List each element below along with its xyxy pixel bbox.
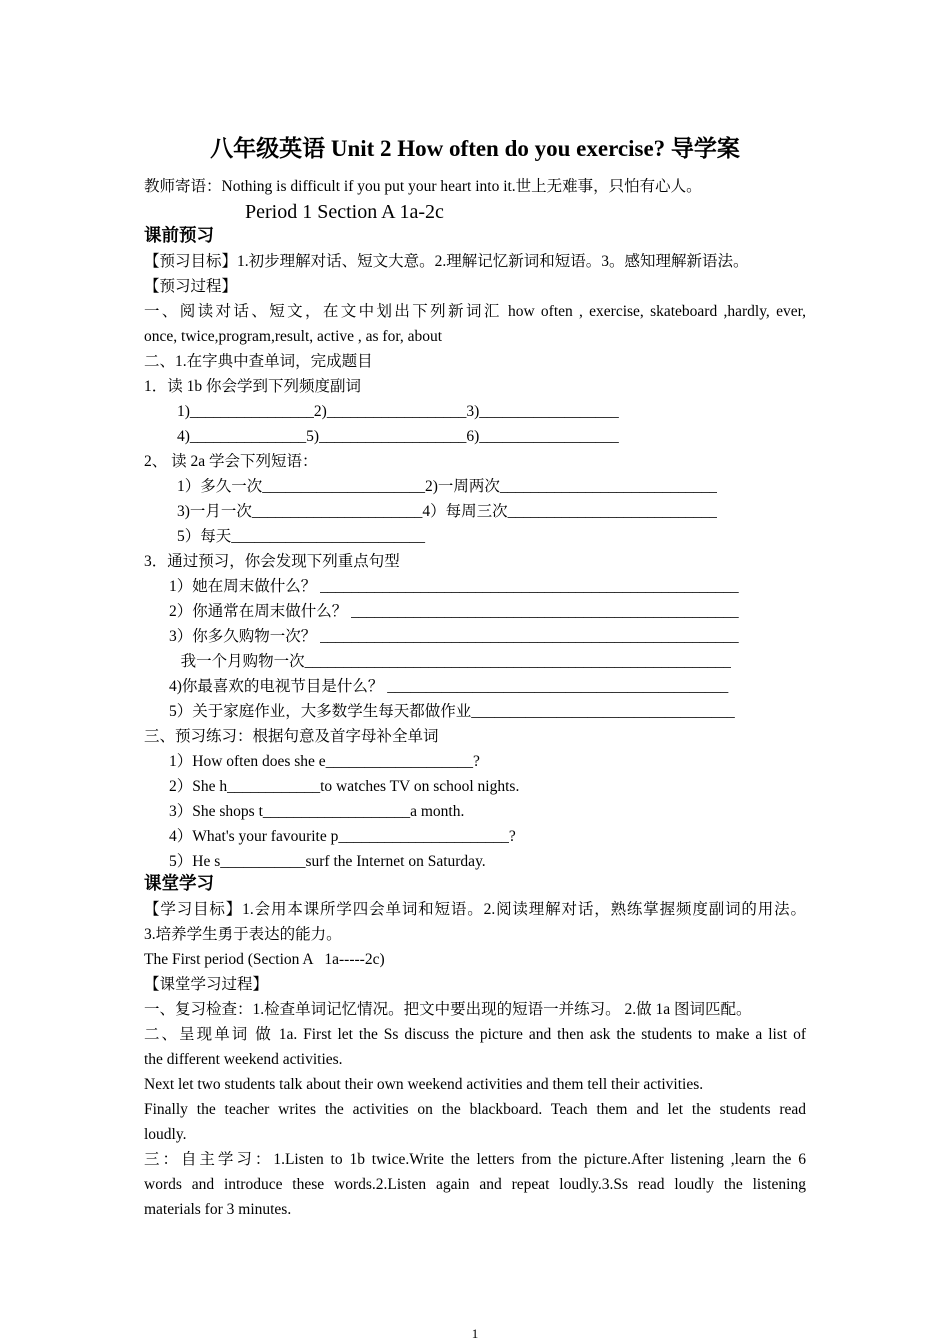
page-number: 1 bbox=[471, 1326, 479, 1341]
classroom-process-label: 【课堂学习过程】 bbox=[144, 976, 269, 993]
q3-sentence-item: 1）她在周末做什么？ ______________________________________________________ bbox=[169, 578, 739, 595]
preview-step1-line1: 一、阅读对话、短文，在文中划出下列新词汇 how often , exercise, skateboard ,hardly, ever, bbox=[144, 303, 806, 320]
q3-sentence-item: 5）关于家庭作业，大多数学生每天都做作业__________________________________ bbox=[169, 703, 735, 720]
q2-phrase-row: 1）多久一次_____________________2)一周两次____________________________ bbox=[177, 478, 717, 495]
q3-sentence-item: 4)你最喜欢的电视节目是什么？ ____________________________________________ bbox=[169, 678, 729, 695]
exercise-item: 5）He s___________surf the Internet on Saturday. bbox=[169, 853, 486, 870]
q1-blank-row: 1)________________2)__________________3)__________________ bbox=[177, 403, 619, 420]
classroom-next: Next let two students talk about their own weekend activities and them tell their activities. bbox=[144, 1076, 704, 1093]
q3-sentence-item: 2）你通常在周末做什么？ __________________________________________________ bbox=[169, 603, 739, 620]
exercise-item: 2）She h____________to watches TV on school nights. bbox=[169, 778, 520, 795]
classroom-present-line2: the different weekend activities. bbox=[144, 1051, 343, 1068]
exercise-item: 4）What's your favourite p______________________? bbox=[169, 828, 516, 845]
q2-phrase-row: 5）每天_________________________ bbox=[177, 528, 426, 545]
classroom-present-line1: 二、呈现单词 做 1a. First let the Ss discuss the picture and then ask the students to make a list of bbox=[144, 1026, 806, 1043]
classroom-goals-line2: 3.培养学生勇于表达的能力。 bbox=[144, 926, 342, 943]
first-period-label: The First period (Section A 1a-----2c) bbox=[144, 951, 385, 968]
classroom-goals-line1: 【学习目标】1.会用本课所学四会单词和短语。2.阅读理解对话，熟练掌握频度副词的用法。 bbox=[144, 901, 806, 918]
preview-q3: 3．通过预习，你会发现下列重点句型 bbox=[144, 553, 400, 570]
preview-step1-line2: once, twice,program,result, active , as for, about bbox=[144, 328, 443, 345]
classroom-finally-line1: Finally the teacher writes the activities on the blackboard. Teach them and let the students read bbox=[144, 1101, 806, 1118]
q2-phrase-row: 3)一月一次______________________4）每周三次___________________________ bbox=[177, 503, 717, 520]
preview-process-label: 【预习过程】 bbox=[144, 278, 238, 295]
classroom-self-line1: 三：自主学习：1.Listen to 1b twice.Write the letters from the picture.After listening ,learn the 6 bbox=[144, 1151, 806, 1168]
q1-blank-row: 4)_______________5)___________________6)__________________ bbox=[177, 428, 619, 445]
classroom-finally-line2: loudly. bbox=[144, 1126, 187, 1143]
classroom-self-line2: words and introduce these words.2.Listen again and repeat loudly.3.Ss read loudly the listening bbox=[144, 1176, 806, 1193]
q3-sentence-item: 3）你多久购物一次？ ______________________________________________________ bbox=[169, 628, 739, 645]
period-heading: Period 1 Section A 1a-2c bbox=[245, 201, 444, 223]
q3-sentence-item: 我一个月购物一次_______________________________________________________ bbox=[169, 653, 731, 670]
document-title: 八年级英语 Unit 2 How often do you exercise? 导学案 bbox=[210, 136, 740, 161]
exercise-item: 3）She shops t___________________a month. bbox=[169, 803, 465, 820]
teacher-motto: 教师寄语：Nothing is difficult if you put your heart into it.世上无难事，只怕有心人。 bbox=[144, 178, 702, 195]
preview-step3: 三、预习练习：根据句意及首字母补全单词 bbox=[144, 728, 439, 745]
preview-heading: 课前预习 bbox=[144, 226, 214, 246]
preview-q2: 2、 读 2a 学会下列短语： bbox=[144, 453, 318, 470]
preview-goals: 【预习目标】1.初步理解对话、短文大意。2.理解记忆新词和短语。3。感知理解新语法。 bbox=[144, 253, 749, 270]
exercise-item: 1）How often does she e___________________? bbox=[169, 753, 480, 770]
classroom-self-line3: materials for 3 minutes. bbox=[144, 1201, 292, 1218]
preview-step2: 二、1.在字典中查单词，完成题目 bbox=[144, 353, 373, 370]
classroom-heading: 课堂学习 bbox=[144, 874, 214, 894]
preview-q1: 1．读 1b 你会学到下列频度副词 bbox=[144, 378, 362, 395]
classroom-review: 一、复习检查：1.检查单词记忆情况。把文中要出现的短语一并练习。 2.做 1a 图词匹配。 bbox=[144, 1001, 752, 1018]
